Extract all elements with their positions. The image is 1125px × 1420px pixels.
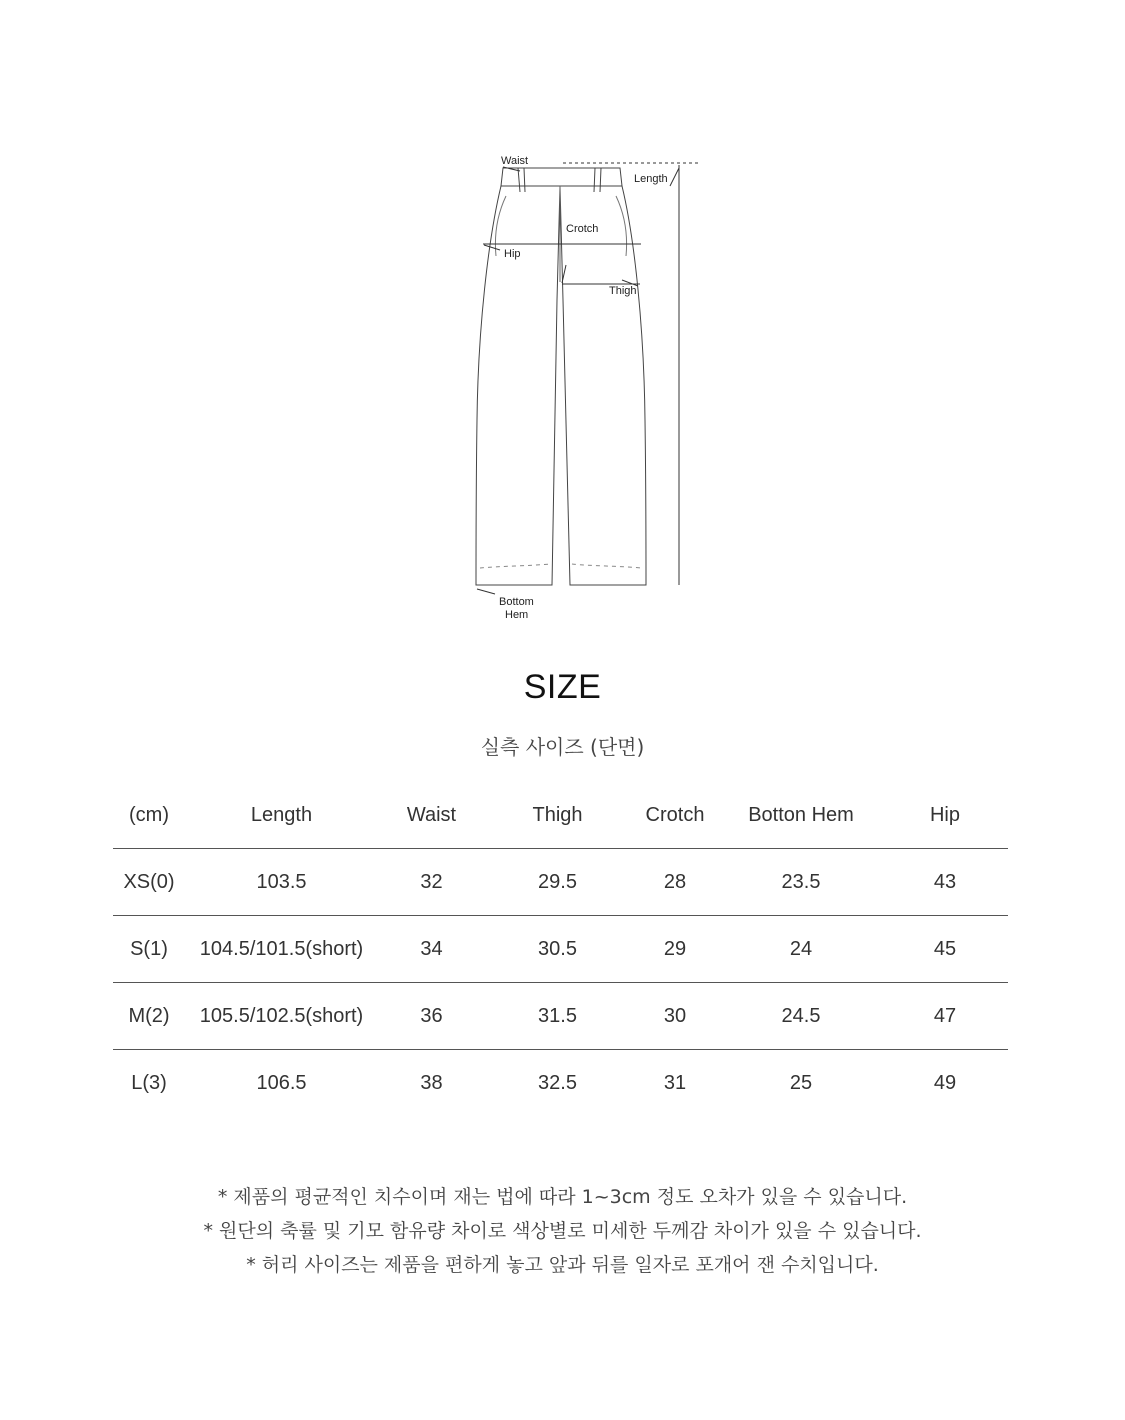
right-leg-outline xyxy=(560,186,646,585)
note-line: * 제품의 평균적인 치수이며 재는 법에 따라 1~3cm 정도 오차가 있을 수 있습니다. xyxy=(217,1186,908,1208)
bottom-hem-label-line2: Hem xyxy=(505,609,529,621)
page-subtitle: 실측 사이즈 (단면) xyxy=(480,735,645,759)
cell-crotch: 28 xyxy=(630,849,720,916)
hip-label: Hip xyxy=(504,248,521,260)
thigh-label: Thigh xyxy=(609,285,637,297)
cell-size: L(3) xyxy=(113,1050,185,1117)
cell-hip: 47 xyxy=(882,983,1008,1050)
left-hem-stitch xyxy=(480,564,550,568)
cell-length: 106.5 xyxy=(185,1050,378,1117)
cell-bottom-hem: 23.5 xyxy=(720,849,882,916)
hip-pointer xyxy=(484,245,500,250)
cell-hip: 43 xyxy=(882,849,1008,916)
table-row xyxy=(113,1050,1008,1117)
cell-waist: 38 xyxy=(378,1050,485,1117)
pants-measurement-diagram xyxy=(0,0,1125,640)
belt-loop-left xyxy=(518,168,525,192)
cell-thigh: 29.5 xyxy=(485,849,630,916)
size-notes xyxy=(0,1180,1125,1282)
cell-thigh: 31.5 xyxy=(485,983,630,1050)
cell-crotch: 31 xyxy=(630,1050,720,1117)
belt-loop-right xyxy=(594,168,601,192)
cell-thigh: 32.5 xyxy=(485,1050,630,1117)
bottom-hem-label-line1: Bottom xyxy=(499,596,534,608)
crotch-label: Crotch xyxy=(566,223,599,235)
size-table xyxy=(113,782,1008,1116)
header-hip: Hip xyxy=(929,803,960,826)
cell-crotch: 29 xyxy=(630,916,720,983)
cell-thigh: 30.5 xyxy=(485,916,630,983)
table-row xyxy=(113,849,1008,916)
cell-size: M(2) xyxy=(113,983,185,1050)
length-label: Length xyxy=(634,173,668,185)
page-title: SIZE xyxy=(523,668,602,706)
cell-length: 104.5/101.5(short) xyxy=(185,916,378,983)
cell-length: 105.5/102.5(short) xyxy=(185,983,378,1050)
table-row xyxy=(113,916,1008,983)
length-pointer xyxy=(670,168,679,186)
header-crotch: Crotch xyxy=(645,803,705,826)
header-bottom-hem: Botton Hem xyxy=(748,803,854,826)
cell-bottom-hem: 24.5 xyxy=(720,983,882,1050)
right-hem-stitch xyxy=(572,564,642,568)
header-unit: (cm) xyxy=(129,803,169,826)
cell-length: 103.5 xyxy=(185,849,378,916)
cell-hip: 45 xyxy=(882,916,1008,983)
right-pocket-line xyxy=(616,196,627,256)
header-waist: Waist xyxy=(406,803,457,826)
cell-crotch: 30 xyxy=(630,983,720,1050)
cell-waist: 34 xyxy=(378,916,485,983)
cell-bottom-hem: 24 xyxy=(720,916,882,983)
cell-hip: 49 xyxy=(882,1050,1008,1117)
cell-size: S(1) xyxy=(113,916,185,983)
header-thigh: Thigh xyxy=(532,803,583,826)
cell-bottom-hem: 25 xyxy=(720,1050,882,1117)
note-line: * 원단의 축률 및 기모 함유량 차이로 색상별로 미세한 두께감 차이가 있을 수 있습니다. xyxy=(203,1220,922,1242)
cell-size: XS(0) xyxy=(113,849,185,916)
waist-label: Waist xyxy=(501,155,529,167)
table-row xyxy=(113,983,1008,1050)
cell-waist: 36 xyxy=(378,983,485,1050)
header-length: Length xyxy=(250,803,313,826)
cell-waist: 32 xyxy=(378,849,485,916)
table-header-row xyxy=(113,782,1008,849)
note-line: * 허리 사이즈는 제품을 편하게 놓고 앞과 뒤를 일자로 포개어 잰 수치입니다. xyxy=(246,1254,879,1276)
left-leg-outline xyxy=(476,186,560,585)
hem-pointer xyxy=(477,589,495,594)
